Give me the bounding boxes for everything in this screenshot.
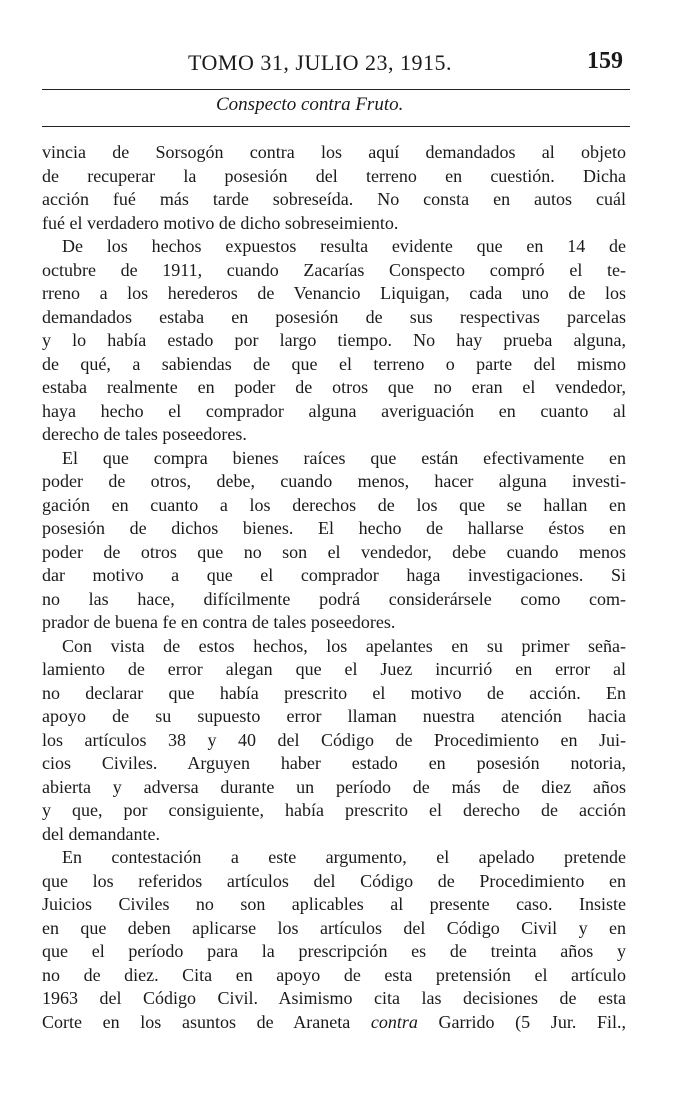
- text-line: Juicios Civiles no son aplicables al presente caso. Insiste: [42, 894, 626, 914]
- paragraph: [42, 447, 626, 635]
- text-line: [42, 1011, 626, 1035]
- header-rule: [42, 89, 630, 90]
- text-line: acción fué más tarde sobreseída. No consta en autos cuál: [42, 189, 626, 209]
- text-line: cios Civiles. Arguyen haber estado en posesión notoria,: [42, 753, 626, 773]
- text-line: que el período para la prescripción es de treinta años y: [42, 941, 626, 961]
- caption-rule: [42, 126, 630, 127]
- paragraph: [42, 141, 626, 235]
- text-line: no declarar que había prescrito el motivo de acción. En: [42, 682, 626, 703]
- text-line: 1963 del Código Civil. Asimismo cita las decisiones de esta: [42, 988, 626, 1008]
- italic-segment: contra: [370, 1011, 418, 1032]
- paragraph: [42, 846, 626, 1034]
- text-line: El que compra bienes raíces que están efectivamente en: [62, 447, 626, 468]
- text-line: poder de otros que no son el vendedor, debe cuando menos: [42, 541, 626, 562]
- text-line: dar motivo a que el comprador haga investigaciones. Si: [42, 565, 626, 585]
- running-head: TOMO 31, JULIO 23, 1915.: [188, 50, 452, 75]
- text-line: posesión de dichos bienes. El hecho de hallarse éstos en: [42, 518, 626, 538]
- body-text: [42, 141, 626, 1034]
- text-line: no las hace, difícilmente podrá considerársele como com-: [42, 588, 626, 609]
- text-line: no de diez. Cita en apoyo de esta pretensión el artículo: [42, 964, 626, 985]
- text-line: octubre de 1911, cuando Zacarías Conspecto compró el te-: [42, 259, 626, 280]
- text-line: De los hechos expuestos resulta evidente que en 14 de: [62, 236, 626, 256]
- text-line: gación en cuanto a los derechos de los que se hallan en: [42, 494, 626, 515]
- text-line: apoyo de su supuesto error llaman nuestra atención hacia: [42, 706, 626, 726]
- text-line: derecho de tales poseedores.: [42, 424, 247, 444]
- text-line: abierta y adversa durante un período de más de diez años: [42, 776, 626, 797]
- text-line: estaba realmente en poder de otros que no eran el vendedor,: [42, 377, 626, 397]
- text-line: fué el verdadero motivo de dicho sobreseimiento.: [42, 212, 399, 233]
- text-line: y lo había estado por largo tiempo. No hay prueba alguna,: [42, 330, 626, 350]
- text-line: de qué, a sabiendas de que el terreno o parte del mismo: [42, 353, 626, 374]
- text-line: que los referidos artículos del Código de Procedimiento en: [42, 870, 626, 891]
- text-line: en que deben aplicarse los artículos del Código Civil y en: [42, 917, 626, 938]
- page-number: 159: [587, 48, 623, 74]
- text-line: demandados estaba en posesión de sus respectivas parcelas: [42, 306, 626, 327]
- text-line: del demandante.: [42, 823, 160, 844]
- case-caption: Conspecto contra Fruto.: [216, 94, 404, 115]
- text-segment: Garrido (5 Jur. Fil.,: [417, 1011, 626, 1032]
- text-line: haya hecho el comprador alguna averiguación en cuanto al: [42, 400, 626, 421]
- text-line: prador de buena fe en contra de tales poseedores.: [42, 612, 396, 632]
- text-line: Con vista de estos hechos, los apelantes en su primer seña-: [62, 635, 626, 656]
- paragraph: [42, 235, 626, 447]
- text-line: lamiento de error alegan que el Juez incurrió en error al: [42, 659, 626, 679]
- text-line: En contestación a este argumento, el apelado pretende: [62, 847, 626, 867]
- text-line: de recuperar la posesión del terreno en cuestión. Dicha: [42, 165, 626, 186]
- text-line: vincia de Sorsogón contra los aquí demandados al objeto: [42, 142, 626, 162]
- text-line: los artículos 38 y 40 del Código de Procedimiento en Jui-: [42, 729, 626, 750]
- text-segment: Corte en los asuntos de Araneta: [42, 1011, 371, 1032]
- text-line: poder de otros, debe, cuando menos, hacer alguna investi-: [42, 471, 626, 491]
- text-line: rreno a los herederos de Venancio Liquigan, cada uno de los: [42, 283, 626, 303]
- paragraph: [42, 635, 626, 847]
- text-line: y que, por consiguiente, había prescrito el derecho de acción: [42, 800, 626, 820]
